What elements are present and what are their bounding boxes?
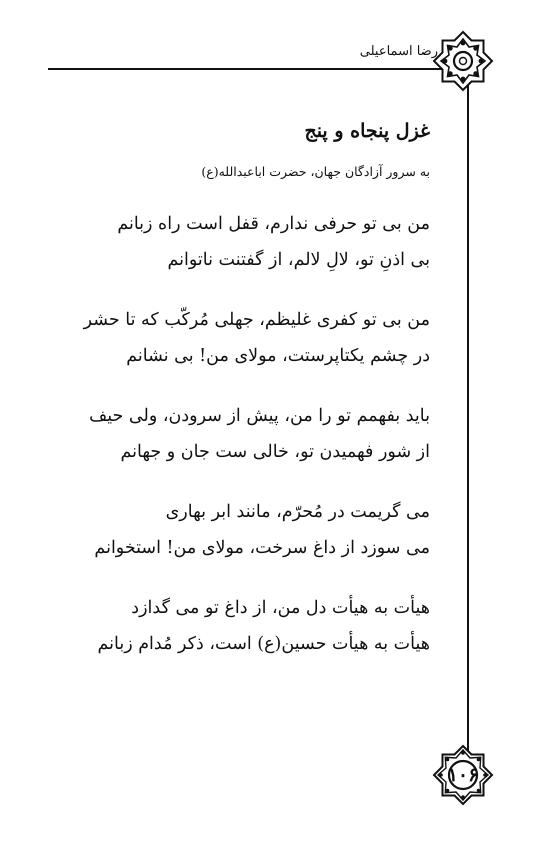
stanza	[100, 206, 430, 278]
verse-line: می گریمت در مُحرّم، مانند ابر بهاری	[165, 502, 430, 522]
verse-line: هیأت به هیأت دل من، از داغ تو می گدازد	[131, 598, 430, 618]
verse-line: هیأت به هیأت حسین(ع) است، ذکر مُدام زبانم	[97, 634, 430, 654]
verse-line: باید بفهمم تو را من، پیش از سرودن، ولی حیف	[89, 406, 430, 426]
verse-line: من بی تو کفری غلیظم، جهلی مُرکّب که تا حشر	[83, 310, 430, 330]
stanza	[94, 494, 430, 566]
verse-line: در چشم یکتاپرستت، مولای من! بی نشانم	[126, 346, 430, 366]
verse-line: می سوزد از داغ سرخت، مولای من! استخوانم	[94, 538, 430, 558]
stanza	[83, 302, 430, 374]
ornament-top-icon	[432, 30, 494, 92]
poem-body	[83, 206, 430, 686]
verse-line: بی اذنِ تو، لالِ لالم، از گفتنت ناتوانم	[167, 250, 430, 270]
margin-rule	[467, 72, 469, 762]
running-header-author: رضا اسماعیلی	[359, 44, 438, 59]
page-number: ۱۰۶	[447, 764, 479, 786]
verse-line: از شور فهمیدن تو، خالی ست جان و جهانم	[120, 442, 430, 462]
stanza	[89, 398, 430, 470]
poem-title: غزل پنجاه و پنج	[304, 120, 430, 142]
stanza	[97, 590, 430, 662]
poem-dedication: به سرور آزادگان جهان، حضرت اباعبدالله(ع)	[201, 164, 430, 179]
verse-line: من بی تو حرفی ندارم، قفل است راه زبانم	[117, 214, 430, 234]
header-rule	[48, 68, 448, 70]
